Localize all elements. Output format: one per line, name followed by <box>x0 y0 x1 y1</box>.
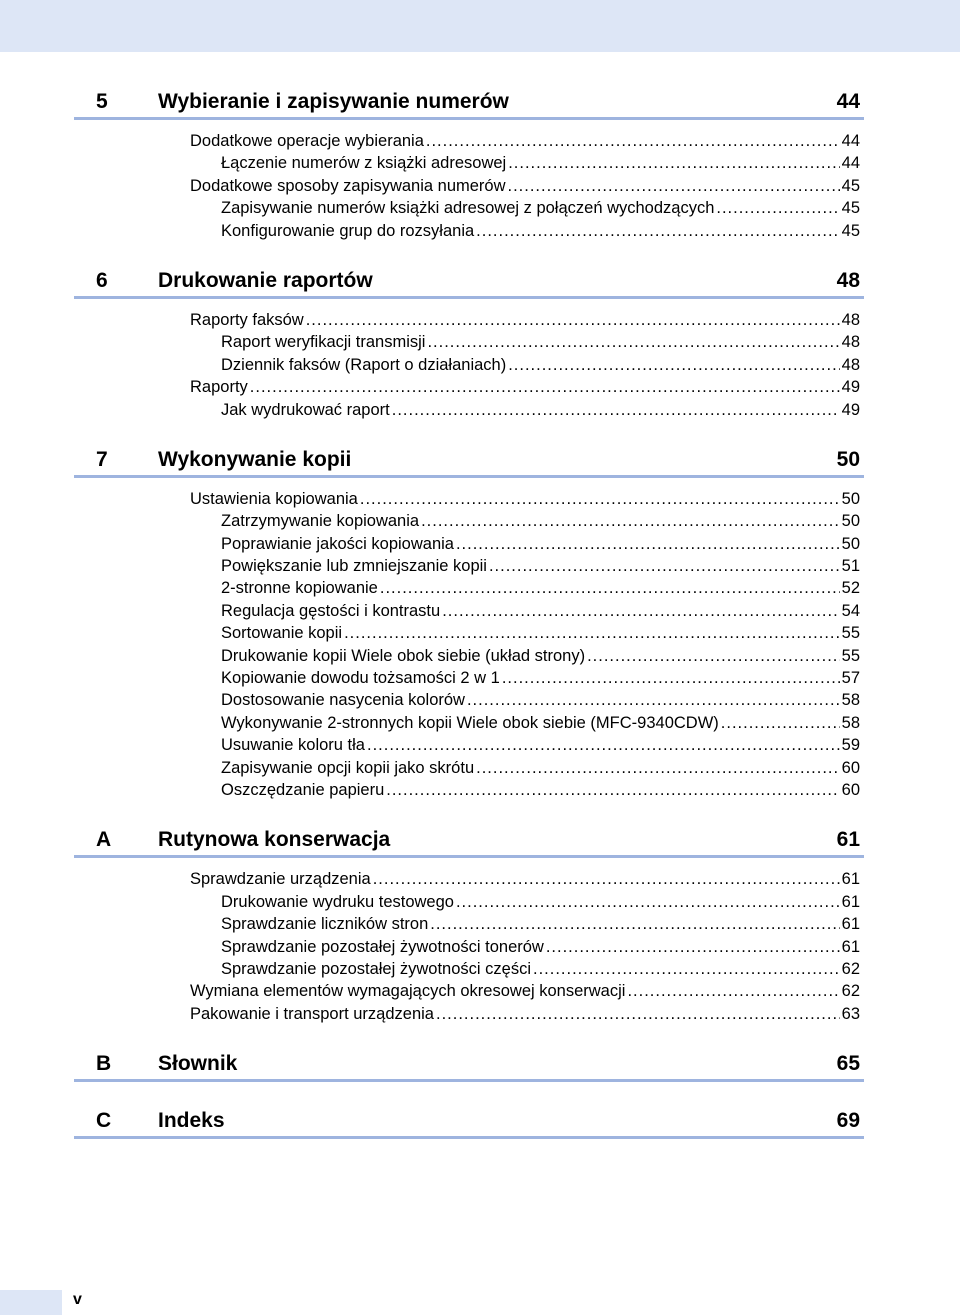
chapter-number: 6 <box>96 268 108 292</box>
toc-entry-page: 61 <box>841 870 860 889</box>
toc-entry-page: 52 <box>841 579 860 598</box>
dot-leader <box>508 354 839 376</box>
dot-leader <box>250 376 840 398</box>
chapter-title: Słownik <box>158 1052 238 1076</box>
toc-entry-page: 45 <box>841 221 860 240</box>
toc-entry-page: 60 <box>841 758 860 777</box>
toc-entry[interactable] <box>74 958 864 980</box>
toc-entry[interactable] <box>74 913 864 935</box>
toc-entry[interactable] <box>74 936 864 958</box>
toc-entry[interactable] <box>74 757 864 779</box>
toc-entry-label: Poprawianie jakości kopiowania <box>221 534 454 553</box>
toc-entry-page: 50 <box>841 534 860 553</box>
dot-leader <box>430 913 839 935</box>
dot-leader <box>489 555 840 577</box>
toc-entry-label: Łączenie numerów z książki adresowej <box>221 154 507 173</box>
chapter-title: Indeks <box>158 1109 225 1133</box>
toc-entry-page: 44 <box>841 132 860 150</box>
dot-leader <box>476 220 839 242</box>
dot-leader <box>476 757 840 779</box>
dot-leader <box>386 779 839 801</box>
dot-leader <box>546 936 840 958</box>
toc-entry-label: Zapisywanie opcji kopii jako skrótu <box>221 758 475 777</box>
toc-entry-page: 48 <box>841 310 860 329</box>
dot-leader <box>426 130 840 152</box>
toc-entry-label: Sprawdzanie liczników stron <box>221 915 429 934</box>
toc-entry-label: Dodatkowe operacje wybierania <box>190 132 424 150</box>
toc-entry-page: 44 <box>841 154 860 173</box>
toc-entry-page: 58 <box>841 691 860 710</box>
dot-leader <box>427 331 839 353</box>
chapter-title: Wykonywanie kopii <box>158 447 352 471</box>
chapter-page: 69 <box>836 1109 860 1133</box>
dot-leader <box>436 1003 840 1025</box>
toc-entry-label: Dziennik faksów (Raport o działaniach) <box>221 355 507 374</box>
toc-entry-label: Regulacja gęstości i kontrastu <box>221 601 441 620</box>
toc-entry[interactable] <box>74 712 864 734</box>
chapter-heading[interactable] <box>74 1046 864 1082</box>
dot-leader <box>508 175 840 197</box>
toc-entry-label: Zapisywanie numerów książki adresowej z połączeń wychodzących <box>221 199 715 218</box>
toc-entry-label: Powiększanie lub zmniejszanie kopii <box>221 557 487 576</box>
toc-entry[interactable] <box>74 510 864 532</box>
toc-entry[interactable] <box>74 577 864 599</box>
toc-entry-label: Dostosowanie nasycenia kolorów <box>221 691 465 710</box>
chapter-number: A <box>96 828 112 852</box>
toc-entry-label: Wymiana elementów wymagających okresowej konserwacji <box>190 982 626 1001</box>
chapter-number: B <box>96 1052 112 1076</box>
chapter-entries <box>74 1082 864 1103</box>
toc-entry-label: Drukowanie wydruku testowego <box>221 892 454 911</box>
dot-leader <box>373 868 840 890</box>
toc-entry-page: 48 <box>841 355 860 374</box>
chapter-entries <box>74 1139 864 1160</box>
toc-entry[interactable] <box>74 354 864 376</box>
toc-entry[interactable] <box>74 734 864 756</box>
chapter-page: 65 <box>836 1052 860 1076</box>
chapter-page: 61 <box>836 828 860 852</box>
toc-entry-page: 55 <box>841 624 860 643</box>
toc-entry-label: Pakowanie i transport urządzenia <box>190 1004 434 1023</box>
toc-entry-page: 61 <box>841 892 860 911</box>
toc-entry-page: 50 <box>841 489 860 508</box>
chapter-page: 44 <box>836 90 860 113</box>
dot-leader <box>533 958 840 980</box>
dot-leader <box>306 309 840 331</box>
toc-entry-label: Drukowanie kopii Wiele obok siebie (układ strony) <box>221 646 586 665</box>
toc-entry-page: 49 <box>841 378 860 397</box>
toc-entry[interactable] <box>74 645 864 667</box>
chapter-page: 48 <box>836 268 860 292</box>
toc-entry-page: 58 <box>841 713 860 732</box>
toc-entry-page: 59 <box>841 736 860 755</box>
toc-entry[interactable] <box>74 622 864 644</box>
toc-entry-label: Ustawienia kopiowania <box>190 489 358 508</box>
dot-leader <box>421 510 840 532</box>
toc-entry-label: Oszczędzanie papieru <box>221 780 385 799</box>
toc-entry-page: 62 <box>841 959 860 978</box>
toc-entry-label: Jak wydrukować raport <box>221 400 390 419</box>
toc-entry-page: 63 <box>841 1004 860 1023</box>
toc-entry-page: 45 <box>841 176 860 195</box>
dot-leader <box>456 891 840 913</box>
chapter-title: Wybieranie i zapisywanie numerów <box>158 90 509 113</box>
chapter-heading[interactable] <box>74 822 864 858</box>
toc-entry[interactable] <box>74 309 864 331</box>
toc-entry-label: Raporty faksów <box>190 310 304 329</box>
toc-entry[interactable] <box>74 1003 864 1025</box>
chapter-heading[interactable] <box>74 1103 864 1139</box>
toc-entry[interactable] <box>74 331 864 353</box>
dot-leader <box>367 734 840 756</box>
dot-leader <box>442 600 839 622</box>
chapter-title: Drukowanie raportów <box>158 268 373 292</box>
toc-entry[interactable] <box>74 220 864 242</box>
toc-entry-page: 49 <box>841 400 860 419</box>
chapter-heading[interactable] <box>74 263 864 299</box>
dot-leader <box>627 980 839 1002</box>
chapter-number: 7 <box>96 447 108 471</box>
toc-entry-page: 48 <box>841 333 860 352</box>
toc-entry[interactable] <box>74 891 864 913</box>
chapter-entries <box>74 858 864 1046</box>
dot-leader <box>716 197 839 219</box>
toc-entry-label: Zatrzymywanie kopiowania <box>221 512 420 531</box>
toc-entry-page: 62 <box>841 982 860 1001</box>
toc-entry-page: 54 <box>841 601 860 620</box>
chapter-number: C <box>96 1109 112 1133</box>
chapter-heading[interactable] <box>74 84 864 120</box>
toc-entry-label: Sprawdzanie pozostałej żywotności części <box>221 959 531 978</box>
toc-entry[interactable] <box>74 376 864 398</box>
dot-leader <box>587 645 840 667</box>
toc-entry[interactable] <box>74 130 864 152</box>
toc-entry-label: Raporty <box>190 378 248 397</box>
chapter-heading[interactable] <box>74 442 864 478</box>
dot-leader <box>344 622 840 644</box>
toc-entry[interactable] <box>74 488 864 510</box>
toc-entry[interactable] <box>74 197 864 219</box>
toc-entry-page: 61 <box>841 915 860 934</box>
toc-entry[interactable] <box>74 667 864 689</box>
toc-entry-page: 51 <box>841 557 860 576</box>
chapter-entries <box>74 120 864 263</box>
toc-entry[interactable] <box>74 175 864 197</box>
toc-entry[interactable] <box>74 555 864 577</box>
toc-entry[interactable] <box>74 779 864 801</box>
dot-leader <box>721 712 840 734</box>
toc-entry-label: Kopiowanie dowodu tożsamości 2 w 1 <box>221 669 500 688</box>
footer-band <box>0 1290 62 1315</box>
toc-entry[interactable] <box>74 980 864 1002</box>
toc-entry-label: Sprawdzanie urządzenia <box>190 870 371 889</box>
page-number: v <box>73 1291 82 1308</box>
toc-entry-page: 60 <box>841 780 860 799</box>
dot-leader <box>456 533 840 555</box>
dot-leader <box>380 577 840 599</box>
toc-entry[interactable] <box>74 152 864 174</box>
toc-entry-page: 61 <box>841 937 860 956</box>
toc-entry[interactable] <box>74 600 864 622</box>
dot-leader <box>502 667 840 689</box>
toc-entry[interactable] <box>74 689 864 711</box>
dot-leader <box>360 488 840 510</box>
toc-entry[interactable] <box>74 868 864 890</box>
dot-leader <box>508 152 839 174</box>
header-band <box>0 0 960 52</box>
toc-entry-label: Konfigurowanie grup do rozsyłania <box>221 221 475 240</box>
dot-leader <box>467 689 840 711</box>
toc-entry-label: 2-stronne kopiowanie <box>221 579 378 598</box>
toc-entry-label: Raport weryfikacji transmisji <box>221 333 426 352</box>
toc-entry-page: 57 <box>841 669 860 688</box>
chapter-title: Rutynowa konserwacja <box>158 828 391 852</box>
dot-leader <box>392 399 840 421</box>
toc-entry-page: 45 <box>841 199 860 218</box>
toc-entry-page: 50 <box>841 512 860 531</box>
chapter-number: 5 <box>96 90 108 113</box>
chapter-entries <box>74 478 864 822</box>
toc-entry-label: Sprawdzanie pozostałej żywotności tonerów <box>221 937 544 956</box>
toc-entry[interactable] <box>74 399 864 421</box>
table-of-contents <box>74 84 864 1160</box>
toc-entry-page: 55 <box>841 646 860 665</box>
toc-entry-label: Usuwanie koloru tła <box>221 736 365 755</box>
toc-entry-label: Dodatkowe sposoby zapisywania numerów <box>190 176 506 195</box>
chapter-page: 50 <box>836 447 860 471</box>
toc-entry[interactable] <box>74 533 864 555</box>
toc-entry-label: Sortowanie kopii <box>221 624 343 643</box>
toc-entry-label: Wykonywanie 2-stronnych kopii Wiele obok siebie (MFC-9340CDW) <box>221 713 719 732</box>
chapter-entries <box>74 299 864 442</box>
